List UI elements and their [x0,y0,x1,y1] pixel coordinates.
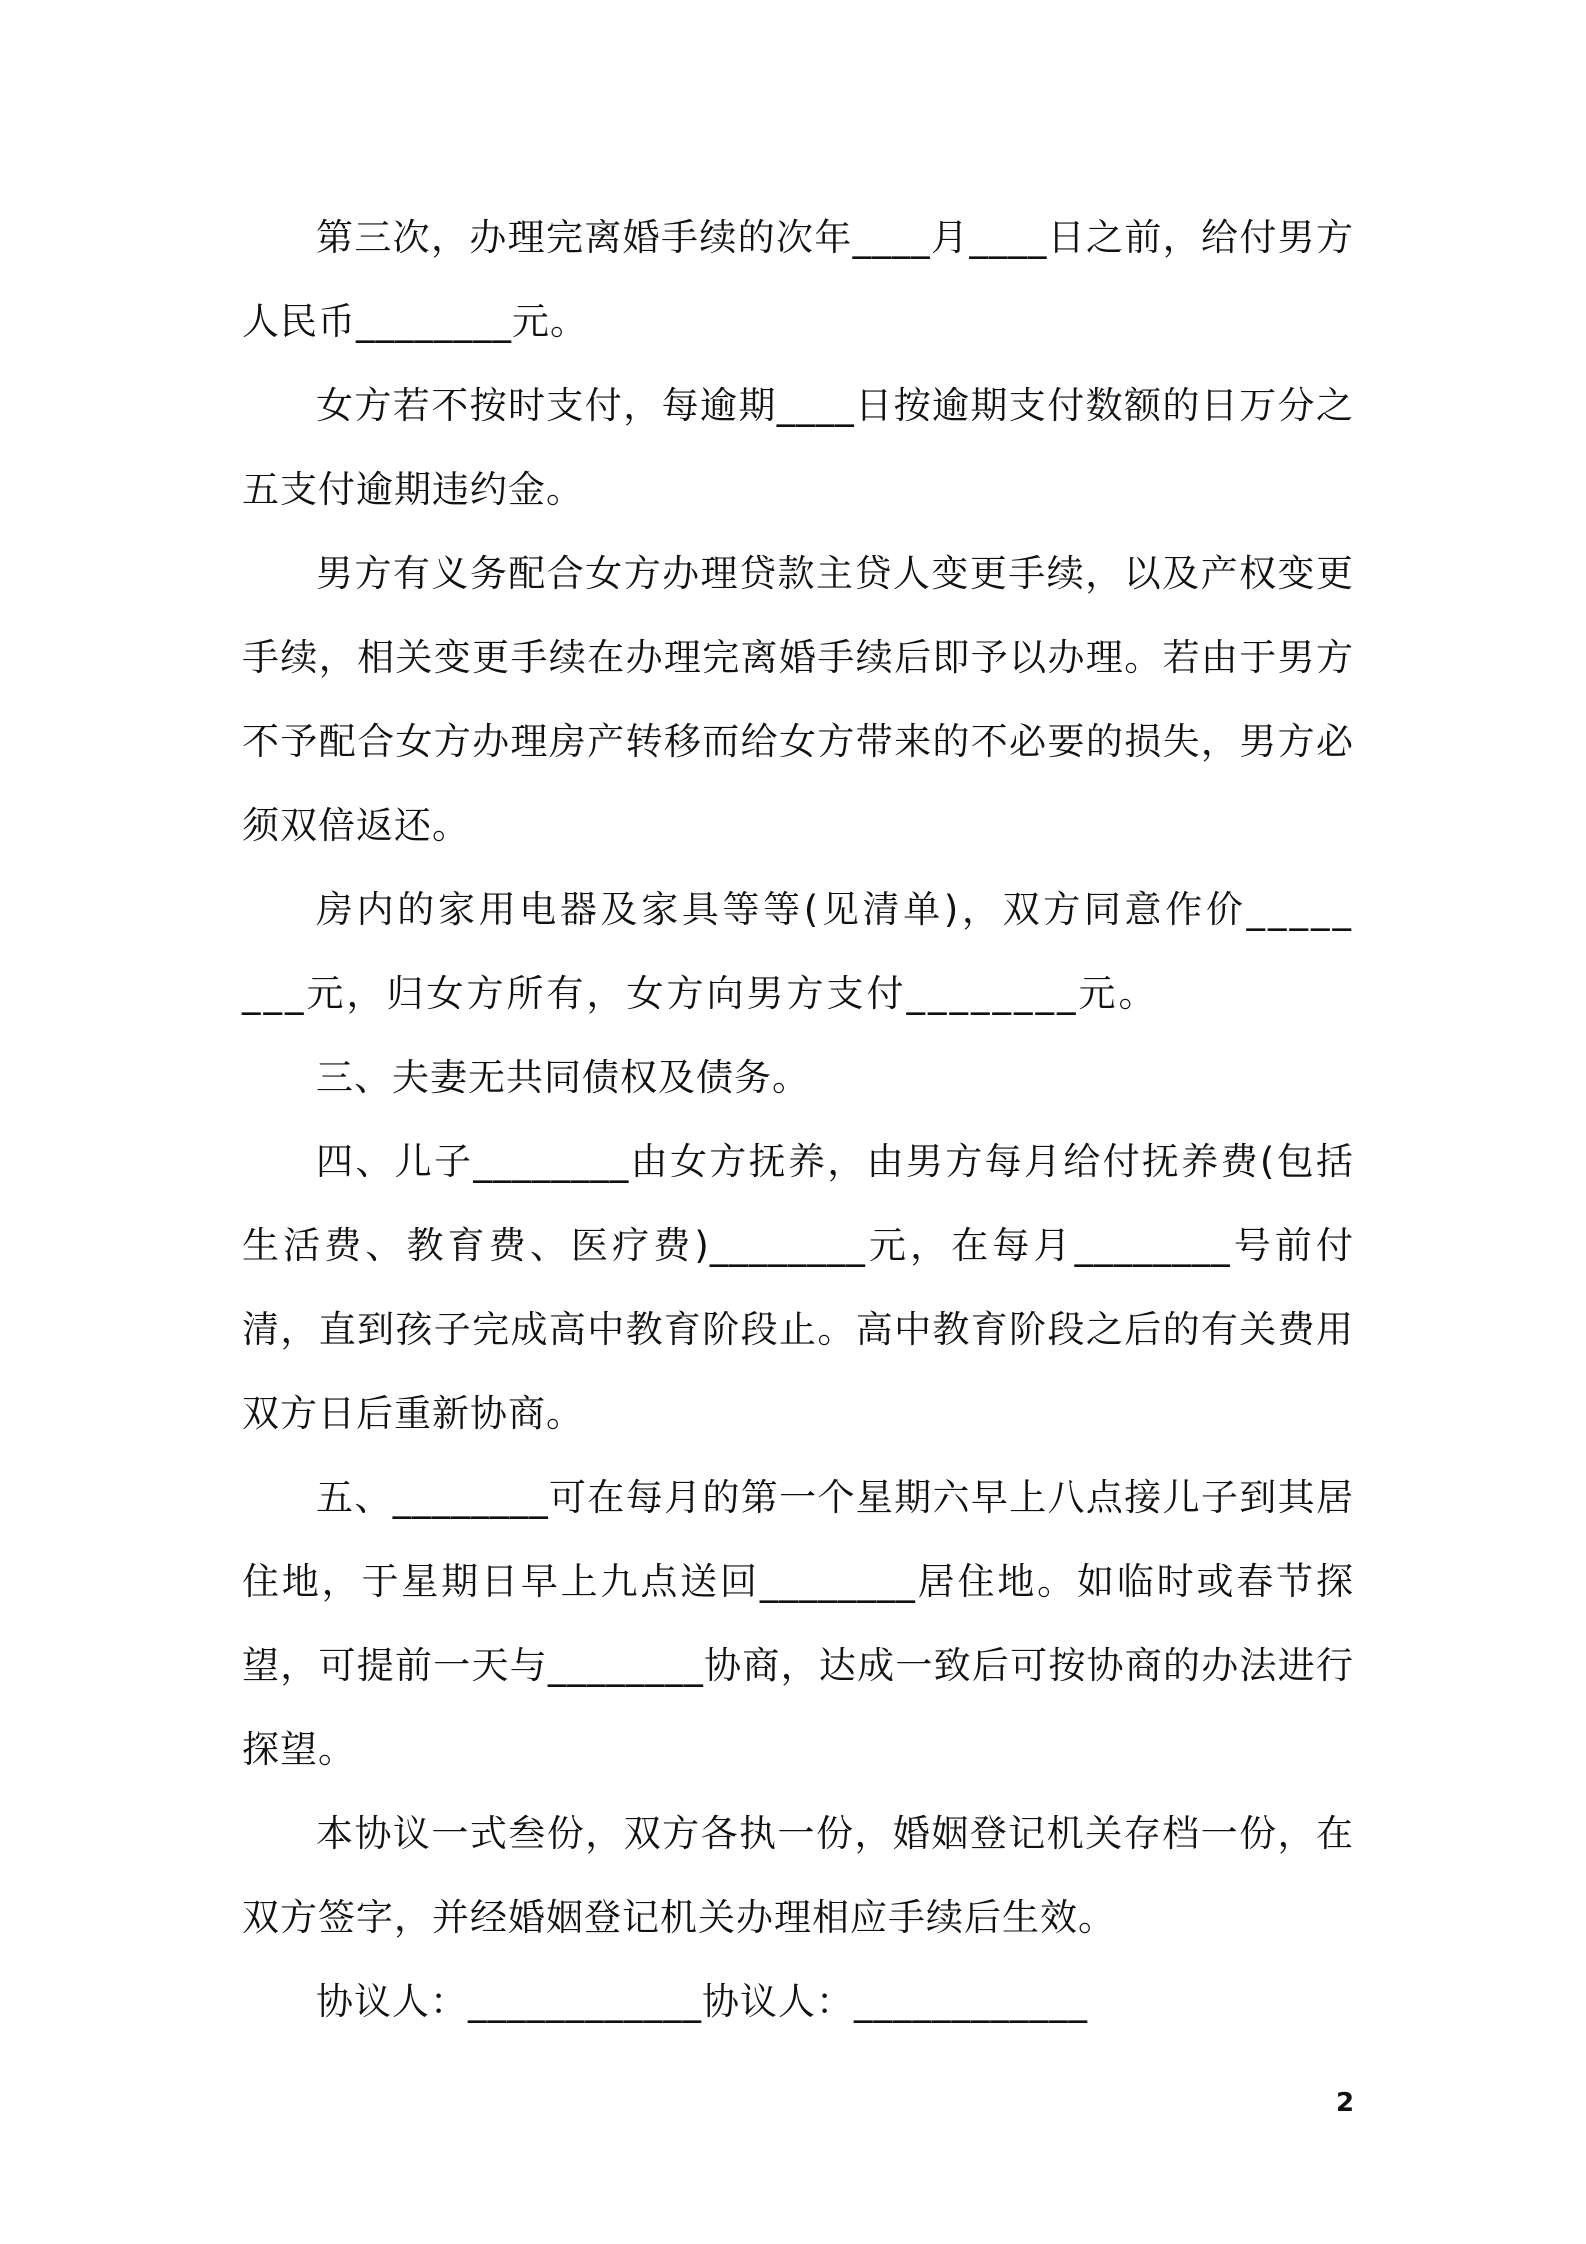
paragraph-visitation: 五、________可在每月的第一个星期六早上八点接儿子到其居住地，于星期日早上九点送回________居住地。如临时或春节探望，可提前一天与________协商，达成一致后可按协商的办法进行探望。 [242,1476,1354,1771]
paragraph-late-penalty: 女方若不按时支付，每逾期____日按逾期支付数额的日万分之五支付逾期违约金。 [242,384,1354,511]
paragraph-effectiveness: 本协议一式叁份，双方各执一份，婚姻登记机关存档一份，在双方签字，并经婚姻登记机关办理相应手续后生效。 [242,1812,1354,1939]
document-body [242,196,1354,2044]
signature-line: 协议人：____________协议人：____________ [316,1980,1088,2023]
page-number: 2 [1336,2088,1355,2118]
paragraph-child-custody: 四、儿子________由女方抚养，由男方每月给付抚养费(包括生活费、教育费、医疗费)________元，在每月________号前付清，直到孩子完成高中教育阶段止。高中教育阶段之后的有关费用双方日后重新协商。 [242,1140,1354,1435]
paragraph-third-payment: 第三次，办理完离婚手续的次年____月____日之前，给付男方人民币________元。 [242,216,1354,343]
paragraph-loan-transfer: 男方有义务配合女方办理贷款主贷人变更手续，以及产权变更手续，相关变更手续在办理完离婚手续后即予以办理。若由于男方不予配合女方办理房产转移而给女方带来的不必要的损失，男方必须双倍返还。 [242,552,1354,847]
paragraph-no-debts: 三、夫妻无共同债权及债务。 [316,1056,810,1099]
paragraph-appliances: 房内的家用电器及家具等等(见清单)，双方同意作价________元，归女方所有，女方向男方支付________元。 [242,888,1354,1015]
